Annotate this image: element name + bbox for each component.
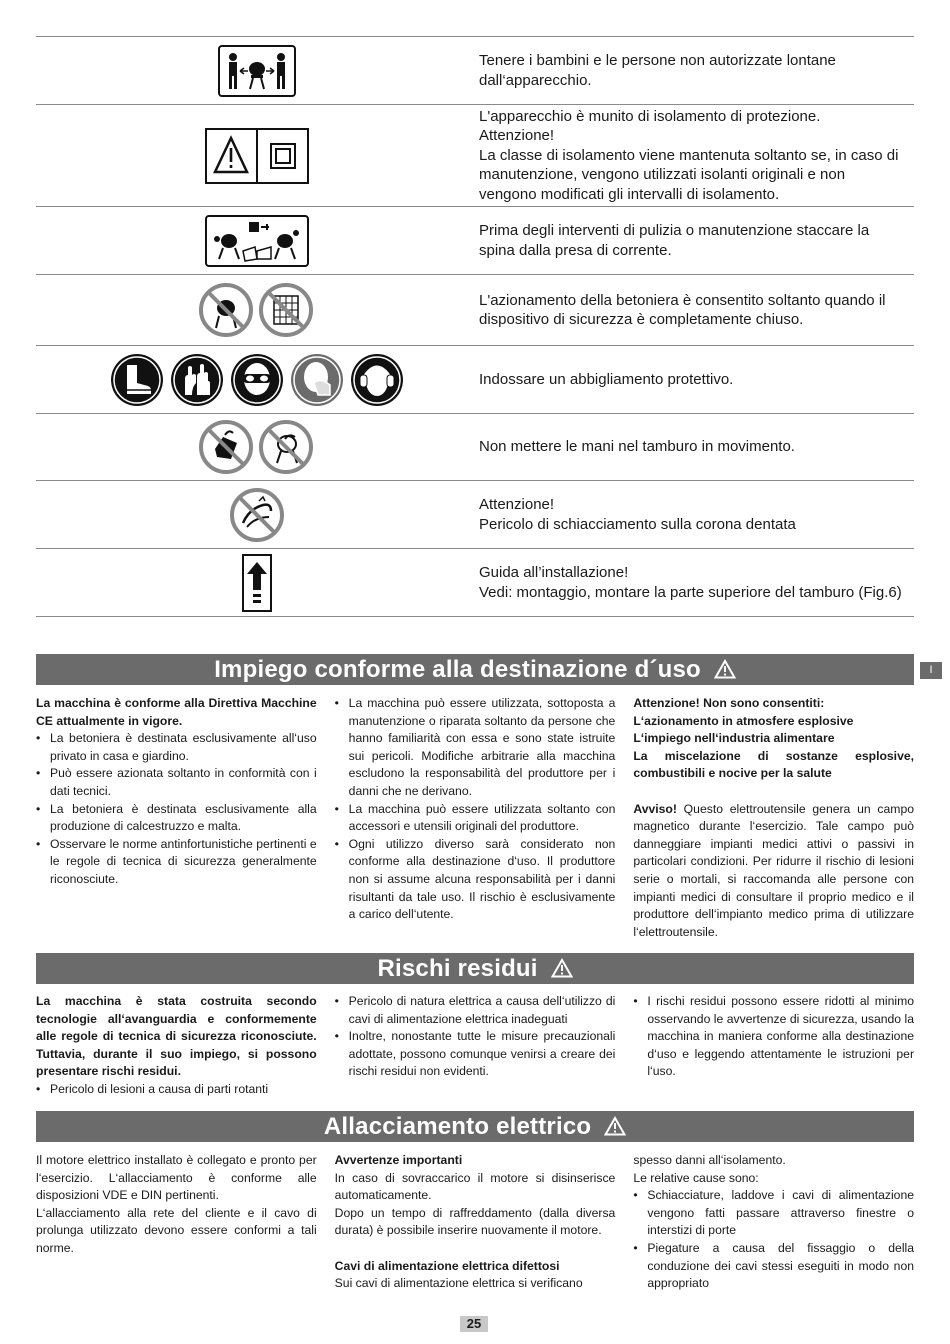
paragraph: In caso di sovraccarico il motore si disinserisce automaticamente. bbox=[334, 1170, 616, 1203]
notice-label: Avviso! bbox=[633, 801, 677, 816]
symbol-row bbox=[36, 207, 914, 275]
section-body-impiego bbox=[36, 695, 914, 941]
safety-boots-icon bbox=[110, 353, 164, 407]
symbol-row bbox=[36, 481, 914, 549]
symbol-row bbox=[36, 275, 914, 346]
dust-mask-icon bbox=[290, 353, 344, 407]
list-item: • La macchina può essere utilizzata, sottoposta a manutenzione o riparata soltanto da persone che hanno familiarità con essa e sono state istruite sui pericoli. Modifiche arbitrarie alla macchina escludono la responsabilità del produttore per i danni che ne derivano. bbox=[335, 695, 616, 801]
paragraph: L‘allacciamento alla rete del cliente e il cavo di prolunga utilizzato devono essere conformi a tali norme. bbox=[36, 1205, 317, 1255]
paragraph: Il motore elettrico installato è collegato e pronto per l‘esercizio. L‘allacciamento è conforme alle disposizioni VDE e DIN pertinenti. bbox=[36, 1153, 317, 1203]
symbol-description: Indossare un abbigliamento protettivo. bbox=[479, 370, 734, 388]
gloves-icon bbox=[170, 353, 224, 407]
symbol-description: Tenere i bambini e le persone non autorizzate lontane dall‘apparecchio. bbox=[479, 52, 836, 89]
list-item: • Osservare le norme antinfortunistiche pertinenti e le regole di tecnica di sicurezza generalmente riconosciute. bbox=[36, 836, 317, 889]
section-title: Allacciamento elettrico bbox=[323, 1113, 592, 1140]
list-item: • Piegature a causa del fissaggio o della conduzione dei cavi stessi eseguiti in modo non appropriato bbox=[633, 1240, 914, 1293]
section-title: Rischi residui bbox=[377, 955, 538, 982]
section-header-rischi bbox=[36, 953, 914, 984]
section-header-allacciamento bbox=[36, 1111, 914, 1142]
symbol-row bbox=[36, 346, 914, 414]
page-number: 25 bbox=[460, 1316, 488, 1332]
warning-icon bbox=[551, 958, 573, 978]
symbol-description: L'apparecchio è munito di isolamento di protezione. Attenzione! La classe di isolamento viene mantenuta soltanto se, in caso di manutenzione, vengono utilizzati isolanti originali e non vengono modificati gli intervalli di isolamento. bbox=[479, 107, 899, 203]
warning-icon bbox=[714, 659, 736, 679]
section-header-impiego bbox=[36, 654, 914, 685]
list-item: • Ogni utilizzo diverso sarà considerato non conforme alla destinazione d‘uso. Il produttore non si assume alcuna responsabilità per i danni risultanti da tale uso. Il rischio è esclusivamente a carico dell‘utente. bbox=[335, 836, 616, 924]
symbol-table bbox=[36, 36, 914, 617]
no-hands-in-drum-icon bbox=[199, 419, 315, 475]
paragraph: spesso danni all‘isolamento. bbox=[633, 1153, 786, 1167]
double-insulation-icon bbox=[205, 128, 309, 184]
crush-hazard-icon bbox=[229, 487, 285, 543]
guard-closed-icon bbox=[199, 282, 315, 338]
warning-line: L‘impiego nell‘industria alimentare bbox=[633, 731, 835, 746]
symbol-description: L'azionamento della betoniera è consentito soltanto quando il dispositivo di sicurezza è completamente chiuso. bbox=[479, 291, 886, 328]
paragraph: Le relative cause sono: bbox=[633, 1170, 759, 1185]
subheading: Cavi di alimentazione elettrica difettosi bbox=[334, 1258, 560, 1273]
symbol-description: Guida all’installazione! Vedi: montaggio, montare la parte superiore del tamburo (Fig.6) bbox=[479, 564, 902, 601]
list-item: • Pericolo di natura elettrica a causa dell‘utilizzo di cavi di alimentazione elettrica inadeguati bbox=[335, 993, 616, 1028]
symbol-row bbox=[36, 105, 914, 207]
list-item: • La betoniera è destinata esclusivamente all‘uso privato in casa e giardino. bbox=[36, 730, 317, 765]
protective-clothing-icon bbox=[36, 346, 478, 413]
safety-goggles-icon bbox=[230, 353, 284, 407]
warning-line: Attenzione! Non sono consentiti: bbox=[633, 696, 825, 710]
intro-text: La macchina è stata costruita secondo tecnologie all‘avanguardia e conformemente alle regole di tecnica di sicurezza riconosciute. Tuttavia, durante il suo impiego, si possono presentare rischi residui. bbox=[36, 994, 317, 1079]
notice-paragraph bbox=[633, 801, 914, 942]
symbol-row bbox=[36, 414, 914, 481]
symbol-row bbox=[36, 549, 914, 617]
warning-icon bbox=[604, 1116, 626, 1136]
warning-line: La miscelazione di sostanze esplosive, combustibili e nocive per la salute bbox=[633, 748, 915, 781]
list-item: • Pericolo di lesioni a causa di parti rotanti bbox=[36, 1081, 317, 1099]
section-body-rischi bbox=[36, 993, 914, 1099]
section-body-allacciamento bbox=[36, 1152, 914, 1293]
warning-line: L‘azionamento in atmosfere esplosive bbox=[633, 713, 854, 728]
notice-text: Questo elettroutensile genera un campo magnetico durante l‘esercizio. Tale campo può danneggiare impianti medici attivi o passivi in particolari condizioni. Per ridurre il rischio di lesioni serie o mortali, si raccomanda alle persone con impianti medici di consultare il proprio medico e il produttore dell‘impianto medico prima di utilizzare l‘elettroutensile. bbox=[633, 801, 915, 939]
list-item: • La macchina può essere utilizzata soltanto con accessori e utensili originali del produttore. bbox=[335, 801, 616, 836]
list-item: • Schiacciature, laddove i cavi di alimentazione vengono fatti passare attraverso finestre o interstizi di porte bbox=[633, 1187, 914, 1240]
list-item: • Può essere azionata soltanto in conformità con i dati tecnici. bbox=[36, 765, 317, 800]
intro-text: La macchina è conforme alla Direttiva Macchine CE attualmente in vigore. bbox=[36, 696, 317, 728]
section-title: Impiego conforme alla destinazione d´uso bbox=[214, 656, 701, 683]
subheading: Avvertenze importanti bbox=[334, 1153, 463, 1167]
symbol-description: Attenzione! Pericolo di schiacciamento sulla corona dentata bbox=[479, 496, 796, 533]
ear-protection-icon bbox=[350, 353, 404, 407]
list-item: • I rischi residui possono essere ridotti al minimo osservando le avvertenze di sicurezza, usando la macchina in maniera conforme alla destinazione d‘uso e leggendo attentamente le istruzioni per l‘uso. bbox=[633, 993, 914, 1081]
list-item: • La betoniera è destinata esclusivamente alla produzione di calcestruzzo e malta. bbox=[36, 801, 317, 836]
paragraph: Dopo un tempo di raffreddamento (dalla diversa durata) è possibile inserire nuovamente il motore. bbox=[334, 1205, 616, 1238]
installation-arrow-icon bbox=[242, 554, 272, 612]
paragraph: Sui cavi di alimentazione elettrica si verificano bbox=[334, 1276, 583, 1291]
keep-away-icon bbox=[218, 45, 296, 97]
unplug-before-maintenance-icon bbox=[205, 215, 309, 267]
language-tab: I bbox=[920, 662, 942, 679]
symbol-description: Non mettere le mani nel tamburo in movimento. bbox=[479, 438, 795, 456]
list-item: • Inoltre, nonostante tutte le misure precauzionali adottate, possono comunque venirsi a creare dei rischi residui non evidenti. bbox=[335, 1028, 616, 1081]
symbol-row bbox=[36, 37, 914, 105]
symbol-description: Prima degli interventi di pulizia o manutenzione staccare la spina dalla presa di corrente. bbox=[479, 222, 870, 259]
